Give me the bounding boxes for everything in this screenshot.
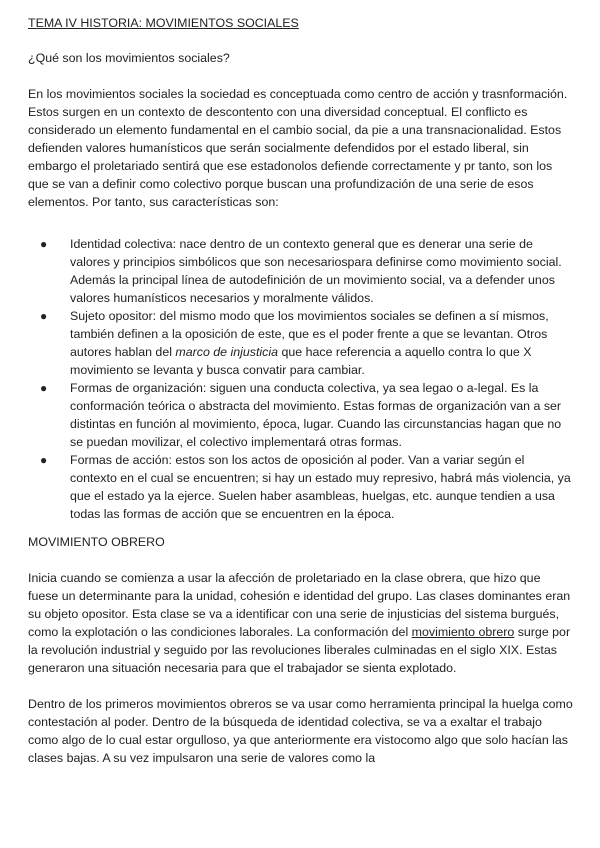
list-item-organizacion [28,379,574,451]
section-subtitle: ¿Qué son los movimientos sociales? [28,51,230,65]
paragraph-text-after: surge por la revolución industrial y seguido por las revoluciones liberales culminadas en el siglo XIX. Estas generaron una situación necesaria para que el trabajador se sienta explotado. [28,625,571,675]
bullet-icon: ● [40,309,48,323]
bullet-icon: ● [40,453,48,467]
section-heading-movimiento-obrero: MOVIMIENTO OBRERO [28,535,165,549]
document-title: TEMA IV HISTORIA: MOVIMIENTOS SOCIALES [28,16,299,30]
intro-paragraph: En los movimientos sociales la sociedad es conceptuada como centro de acción y trasnformación. Estos surgen en un contexto de descontento con una diversidad conceptual. El conflicto es considerado un elemento fundamental en el cambio social, da pie a una transnacionalidad. Estos defienden valores humanísticos que serán socialmente defendidos por el estado liberal, sin embargo el proletariado sentirá que ese estadonolos defiende correctamente y pr tanto, son los que se van a definir como colectivo porque buscan una profundización de una serie de esos elementos. Por tanto, sus características son: [28,87,568,209]
list-item-identidad [28,235,574,307]
document-page [28,14,574,785]
list-item-text-before: Sujeto opositor: del mismo modo que los movimientos sociales se definen a sí mismos, también definen a la oposición de este, que es el poder frente a que se levantan. Otros autores hablan del [70,309,549,359]
list-item-text: Formas de organización: siguen una conducta colectiva, ya sea legao o a-legal. Es la conformación teórica o abstracta del movimiento. Estas formas de organización van a ser distintas en función al movimiento, época, lugar. Cuando las circunstancias hagan que no se puedan movilizar, el colectivo implementará otras formas. [70,381,562,449]
bullet-icon: ● [40,237,48,251]
list-item-text-after: que hace referencia a aquello contra lo que X movimiento se levanta y busca convatir para cambiar. [70,345,532,377]
paragraph-text-before: Inicia cuando se comienza a usar la afección de proletariado en la clase obrera, que hizo que fuese un determinante para la unidad, cohesión e identidad del grupo. Las clases dominantes eran su objeto opositor. Esta clase se va a identificar con una serie de injusticias del sistema burgués, como la explotación o las condiciones laborales. La conformación del [28,571,571,639]
movimiento-obrero-paragraph [28,569,574,677]
bullet-icon: ● [40,381,48,395]
list-item-text: Identidad colectiva: nace dentro de un contexto general que es denerar una serie de valores y principios simbólicos que son necesariospara definirse como movimiento social. Además la principal línea de autodefinición de un movimiento social, va a defender unos valores humanísticos necesarios y moralmente válidos. [70,237,562,305]
list-item-accion [28,451,574,523]
list-item-text: Formas de acción: estos son los actos de oposición al poder. Van a variar según el contexto en el cual se encuentren; si hay un estado muy represivo, habrá más violencia, ya que el estado ya la ejerce. Suelen haber asambleas, huelgas, etc. aunque tendien a usa todas las formas de acción que se encuentren en la época. [70,453,571,521]
huelga-paragraph: Dentro de los primeros movimientos obreros se va usar como herramienta principal la huelga como contestación al poder. Dentro de la búsqueda de identidad colectiva, se va a exaltar el trabajo como algo de lo cual estar orgulloso, ya que anteriormente era vistocomo algo que solo hacían las clases bajas. A su vez impulsaron una serie de valores como la [28,697,573,765]
list-item-sujeto [28,307,574,379]
marco-de-injusticia-term: marco de injusticia [175,345,279,359]
movimiento-obrero-link[interactable]: movimiento obrero [411,625,515,639]
characteristics-list [28,235,574,523]
